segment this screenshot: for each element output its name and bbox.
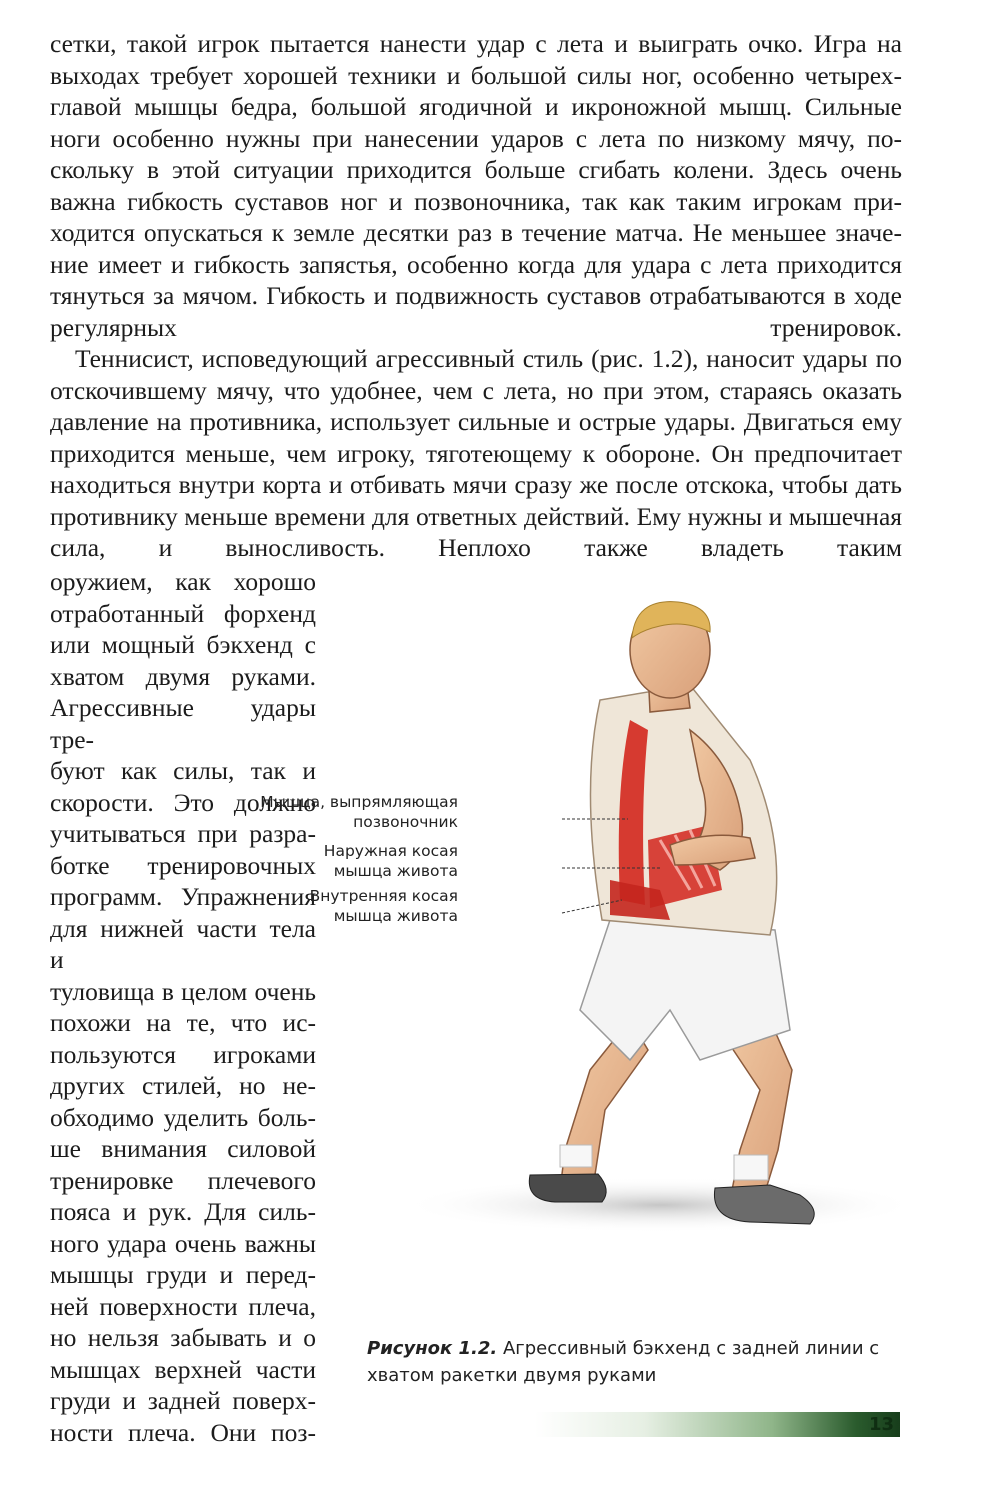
column-text-line: буют как силы, так и [50,756,316,785]
column-text-line: мышцы груди и перед- [50,1260,316,1289]
column-text-line: скорости. Это должно [50,787,316,817]
body-text-top [50,28,902,564]
column-text-line: учитываться при разра- [50,819,316,848]
column-text-line: для нижней части тела и [50,913,316,974]
column-text-line: обходимо уделить боль- [50,1102,316,1132]
column-text-line: пользуются игроками [50,1039,316,1069]
column-text-line: туловища в целом очень [50,976,316,1006]
column-text-line: пояса и рук. Для силь- [50,1197,316,1226]
body-text-column [50,566,316,1448]
label-external-oblique: Наружная косая мышца живота [323,842,458,880]
column-text-line: или мощный бэкхенд с [50,630,316,659]
column-text-line: похожи на те, что ис- [50,1008,316,1037]
column-text-line: хватом двумя руками. [50,661,316,691]
paragraph: сетки, такой игрок пытается нанести удар с лета и выиграть очко. Игра на выходах требует хорошей техники и большой силы ног, особенно четырехглавой мышцы бедра, большой ягодичной и икроножной мышц. Сильные ноги особенно нужны при нанесении ударов с лета по низкому мячу, поскольку в этой ситуации приходится больше сгибать колени. Здесь очень важна гибкость суставов ног и позвоночника, так как таким игрокам приходится опускаться к земле десятки раз в течение матча. Не меньшее значение имеет и гибкость запястья, особенно когда для удара с лета приходится тянуться за мячом. Гибкость и подвижность суставов отрабатываются в ходе регулярных тренировок. [50,29,902,342]
caption-label: Рисунок 1.2. [367,1338,498,1359]
figure-caption [367,1335,907,1389]
page-number: 13 [868,1414,894,1435]
back-shoe [529,1174,606,1202]
column-text-line: ней поверхности плеча, [50,1291,316,1321]
column-text-line: тренировке плечевого [50,1165,316,1195]
caption-text: Агрессивный бэкхенд с задней линии с хватом ракетки двумя руками [367,1338,880,1386]
label-internal-oblique: Внутренняя косая мышца живота [309,887,458,925]
figure-illustration [260,590,900,1250]
column-text-line: других стилей, но не- [50,1071,316,1100]
sock [734,1155,768,1180]
column-text-line: отработанный форхенд [50,598,316,628]
column-text-line: Агрессивные удары тре- [50,693,316,754]
column-text-line: но нельзя забывать и о [50,1323,316,1352]
column-text-line: ности плеча. Они поз- [50,1417,316,1447]
label-erector-spinae: Мышца, выпрямляющая позвоночник [260,793,458,831]
column-text-line: мышцах верхней части [50,1354,316,1384]
footer-bar [535,1412,900,1437]
column-text-line: оружием, как хорошо [50,567,316,596]
column-text-line: программ. Упражнения [50,882,316,911]
column-text-line: груди и задней поверх- [50,1386,316,1415]
sock [560,1145,592,1167]
column-text-line: ботке тренировочных [50,850,316,880]
ground-shadow [400,1177,900,1233]
column-text-line: ше внимания силовой [50,1134,316,1163]
column-text-line: ного удара очень важны [50,1228,316,1258]
shorts [580,920,790,1060]
paragraph: Теннисист, исповедующий агрессивный стиль (рис. 1.2), наносит удары по отскочившему мячу, что удобнее, чем с лета, но при этом, стараясь оказать давление на противника, использует сильные и острые удары. Двигаться ему приходится меньше, чем игроку, тяготеющему к обороне. Он предпочитает находиться внутри корта и отбивать мячи сразу же после отскока, чтобы дать противнику меньше времени для ответных действий. Ему нужны и мышечная сила, и выносливость. Неплохо также владеть таким [50,344,902,562]
